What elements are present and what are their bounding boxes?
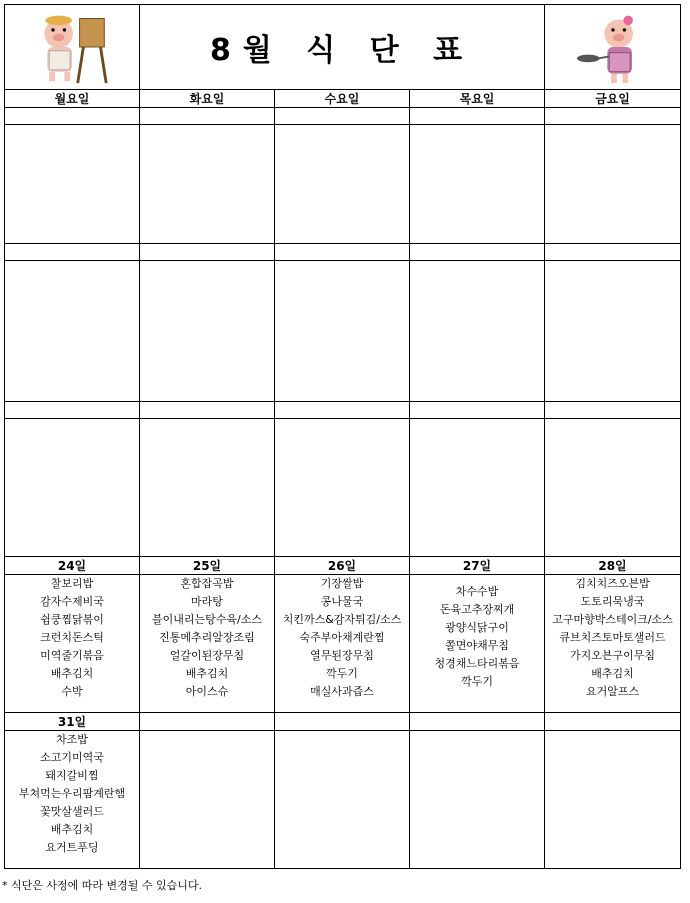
menu-item: 차조밥 bbox=[56, 733, 88, 746]
menu-cell bbox=[410, 125, 545, 244]
menu-item: 배추김치 bbox=[50, 667, 94, 680]
menu-cell bbox=[275, 419, 410, 557]
menu-item: 감자수제비국 bbox=[40, 595, 104, 608]
date-cell bbox=[410, 402, 545, 419]
menu-item: 고구마향박스테이크/소스 bbox=[552, 613, 673, 626]
menu-table bbox=[4, 4, 681, 869]
date-cell bbox=[5, 402, 140, 419]
date-cell bbox=[5, 244, 140, 261]
menu-list bbox=[410, 575, 544, 691]
day-header: 금요일 bbox=[545, 90, 681, 108]
menu-cell bbox=[5, 419, 140, 557]
date-cell bbox=[140, 402, 275, 419]
date-cell: 26일 bbox=[275, 557, 410, 575]
date-cell bbox=[275, 108, 410, 125]
menu-item: 큐브치즈토마토샐러드 bbox=[559, 631, 666, 644]
menu-cell bbox=[545, 575, 681, 713]
date-cell bbox=[545, 402, 681, 419]
date-cell bbox=[545, 108, 681, 125]
menu-item: 크런치돈스틱 bbox=[40, 631, 104, 644]
menu-cell bbox=[275, 125, 410, 244]
menu-cell bbox=[5, 125, 140, 244]
menu-cell bbox=[5, 575, 140, 713]
menu-item: 미역줄기볶음 bbox=[40, 649, 104, 662]
title-cell bbox=[140, 5, 545, 90]
day-header: 목요일 bbox=[410, 90, 545, 108]
menu-list bbox=[5, 731, 139, 857]
date-cell bbox=[140, 713, 275, 731]
menu-list bbox=[275, 575, 409, 701]
menu-cell bbox=[545, 419, 681, 557]
pig-painter-icon bbox=[34, 9, 110, 85]
menu-item: 진통메추리알장조림 bbox=[159, 631, 255, 644]
footnote: * 식단은 사정에 따라 변경될 수 있습니다. bbox=[2, 879, 202, 892]
menu-item: 콩나물국 bbox=[320, 595, 364, 608]
menu-item: 청경채느타리볶음 bbox=[434, 657, 520, 670]
date-cell bbox=[140, 244, 275, 261]
menu-item: 요거알프스 bbox=[585, 685, 640, 698]
menu-cell bbox=[275, 731, 410, 869]
menu-item: 쉼쿵찜닭볶이 bbox=[40, 613, 104, 626]
menu-cell bbox=[140, 125, 275, 244]
menu-item: 얼갈이된장무침 bbox=[169, 649, 245, 662]
menu-item: 배추김치 bbox=[591, 667, 634, 680]
menu-item: 쫄면야채무침 bbox=[445, 639, 509, 652]
page-title: 8월 식 단 표 bbox=[209, 33, 475, 68]
menu-cell bbox=[410, 419, 545, 557]
date-cell: 28일 bbox=[545, 557, 681, 575]
date-cell bbox=[275, 713, 410, 731]
menu-item: 블이내리는탕수육/소스 bbox=[152, 613, 262, 626]
menu-cell bbox=[275, 575, 410, 713]
menu-item: 돈육고추장찌개 bbox=[439, 603, 515, 616]
menu-item: 열무된장무침 bbox=[310, 649, 374, 662]
menu-item: 소고기미역국 bbox=[40, 751, 104, 764]
menu-list bbox=[140, 575, 274, 701]
menu-item: 요거트푸딩 bbox=[45, 841, 99, 854]
menu-item: 찰보리밥 bbox=[50, 577, 94, 590]
date-cell bbox=[275, 402, 410, 419]
date-cell bbox=[5, 108, 140, 125]
menu-item: 차수수밥 bbox=[455, 585, 499, 598]
date-cell: 27일 bbox=[410, 557, 545, 575]
menu-item: 꽃맛살샐러드 bbox=[40, 805, 104, 818]
menu-item: 김치치즈오븐밥 bbox=[575, 577, 650, 590]
menu-item: 도토리묵냉국 bbox=[580, 595, 645, 608]
right-illustration-cell bbox=[545, 5, 681, 90]
menu-cell bbox=[140, 261, 275, 402]
menu-cell bbox=[410, 731, 545, 869]
menu-item: 기장쌀밥 bbox=[320, 577, 364, 590]
menu-item: 마라탕 bbox=[191, 595, 223, 608]
menu-list bbox=[5, 575, 139, 701]
menu-cell bbox=[545, 261, 681, 402]
date-cell: 25일 bbox=[140, 557, 275, 575]
menu-cell bbox=[410, 261, 545, 402]
date-cell bbox=[140, 108, 275, 125]
menu-cell bbox=[5, 261, 140, 402]
date-cell bbox=[410, 713, 545, 731]
menu-cell bbox=[5, 731, 140, 869]
menu-cell bbox=[140, 419, 275, 557]
left-illustration-cell bbox=[5, 5, 140, 90]
menu-item: 수박 bbox=[61, 685, 83, 698]
date-cell bbox=[410, 108, 545, 125]
menu-item: 매실사과즙스 bbox=[310, 685, 374, 698]
menu-item: 치킨까스&감자튀김/소스 bbox=[282, 613, 402, 626]
menu-item: 가지오븐구이무침 bbox=[570, 649, 656, 662]
pig-chef-icon bbox=[575, 9, 651, 85]
date-cell: 31일 bbox=[5, 713, 140, 731]
menu-item: 돼지갈비찜 bbox=[45, 769, 99, 782]
date-cell bbox=[410, 244, 545, 261]
menu-cell bbox=[545, 125, 681, 244]
date-cell bbox=[545, 244, 681, 261]
day-header: 월요일 bbox=[5, 90, 140, 108]
day-header: 화요일 bbox=[140, 90, 275, 108]
menu-cell bbox=[140, 575, 275, 713]
menu-cell bbox=[410, 575, 545, 713]
day-header: 수요일 bbox=[275, 90, 410, 108]
menu-cell bbox=[545, 731, 681, 869]
menu-list bbox=[545, 575, 680, 701]
menu-item: 배추김치 bbox=[50, 823, 94, 836]
menu-item: 깍두기 bbox=[461, 675, 493, 688]
menu-item: 배추김치 bbox=[185, 667, 229, 680]
menu-item: 광양식닭구이 bbox=[445, 621, 509, 634]
menu-item: 깍두기 bbox=[326, 667, 358, 680]
menu-item: 혼합잡곡밥 bbox=[180, 577, 234, 590]
menu-item: 숙주부아채계란찜 bbox=[299, 631, 385, 644]
date-cell bbox=[275, 244, 410, 261]
date-cell bbox=[545, 713, 681, 731]
menu-item: 아이스슈 bbox=[185, 685, 229, 698]
menu-cell bbox=[140, 731, 275, 869]
date-cell: 24일 bbox=[5, 557, 140, 575]
menu-cell bbox=[275, 261, 410, 402]
menu-item: 부쳐먹는우리팜계란햄 bbox=[18, 787, 126, 800]
